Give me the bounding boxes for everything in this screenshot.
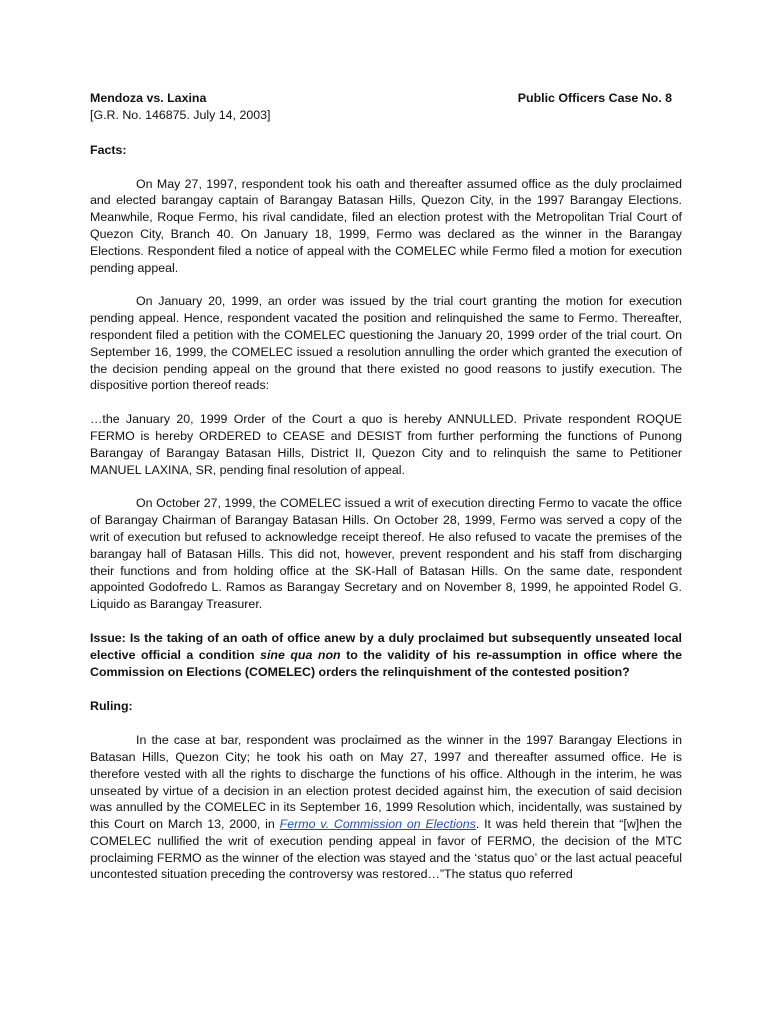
document-page <box>90 90 682 883</box>
case-link[interactable]: Fermo v. Commission on Elections <box>279 817 476 832</box>
issue-text: Is the taking of an oath of office anew by a duly proclaimed but subsequently unseated local elective official a condition <box>90 630 682 662</box>
ruling-text: In the case at bar, respondent was proclaimed as the winner in the 1997 Barangay Elections in Batasan Hills, Quezon City; he took his oath on May 27, 1997 and thereafter assumed office. He is therefore vested with all the rights to discharge the functions of his office. Although in the interim, he was unseated by virtue of a decision in an election protest decided against him, the execution of said decision was annulled by the COMELEC in its September 16, 1999 Resolution which, incidentally, was sustained by this Court on March 13, 2000, in <box>90 733 682 832</box>
issue-emphasis: sine qua non <box>260 647 341 662</box>
facts-paragraph-2: On January 20, 1999, an order was issued by the trial court granting the motion for execution pending appeal. Hence, respondent vacated the position and relinquished the same to Fermo. Thereafter, respondent filed a petition with the COMELEC questioning the January 20, 1999 order of the trial court. On September 16, 1999, the COMELEC issued a resolution annulling the order which granted the execution of the decision pending appeal on the ground that there existed no good reasons to justify execution. The dispositive portion thereof reads: <box>90 294 682 393</box>
case-number: Public Officers Case No. 8 <box>517 91 672 105</box>
issue-paragraph <box>90 630 682 680</box>
ruling-heading: Ruling: <box>90 699 133 714</box>
case-citation: [G.R. No. 146875. July 14, 2003] <box>90 108 271 122</box>
document-header <box>90 90 682 107</box>
issue-label: Issue: <box>90 630 126 645</box>
facts-paragraph-3: On October 27, 1999, the COMELEC issued a writ of execution directing Fermo to vacate the office of Barangay Chairman of Barangay Batasan Hills. On October 28, 1999, Fermo was served a copy of the writ of execution but refused to acknowledge receipt thereof. He also refused to vacate the premises of the barangay hall of Batasan Hills. This did not, however, prevent respondent and his staff from discharging their functions and from holding office at the SK-Hall of Batasan Hills. On the same date, respondent appointed Godofredo L. Ramos as Barangay Secretary and on November 8, 1999, he appointed Rodel G. Liquido as Barangay Treasurer. <box>90 496 682 612</box>
facts-heading: Facts: <box>90 142 127 157</box>
ruling-paragraph <box>90 732 682 883</box>
facts-paragraph-1: On May 27, 1997, respondent took his oath and thereafter assumed office as the duly proclaimed and elected barangay captain of Barangay Batasan Hills, Quezon City, in the 1997 Barangay Elections. Meanwhile, Roque Fermo, his rival candidate, filed an election protest with the Metropolitan Trial Court of Quezon City, Branch 40. On January 18, 1999, Fermo was declared as the winner in the Barangay Elections. Respondent filed a notice of appeal with the COMELEC while Fermo filed a motion for execution pending appeal. <box>90 176 682 275</box>
ruling-text-end: . It was held therein that “[w]hen the COMELEC nullified the writ of execution pending appeal in favor of FERMO, the decision of the MTC proclaiming FERMO as the winner of the election was stayed and the ‘status quo’ or the last actual peaceful uncontested situation preceding the controversy was restored…”The status quo referred <box>90 817 682 882</box>
dispositive-quote: …the January 20, 1999 Order of the Court a quo is hereby ANNULLED. Private respondent ROQUE FERMO is hereby ORDERED to CEASE and DESIST from further performing the functions of Punong Barangay of Barangay Batasan Hills, District II, Quezon City and to relinquish the same to Petitioner MANUEL LAXINA, SR, pending final resolution of appeal. <box>90 412 682 477</box>
case-title: Mendoza vs. Laxina <box>90 91 207 105</box>
issue-text-end: to the validity of his re-assumption in office where the Commission on Elections (COMELEC) orders the relinquishment of the contested position? <box>90 647 682 679</box>
